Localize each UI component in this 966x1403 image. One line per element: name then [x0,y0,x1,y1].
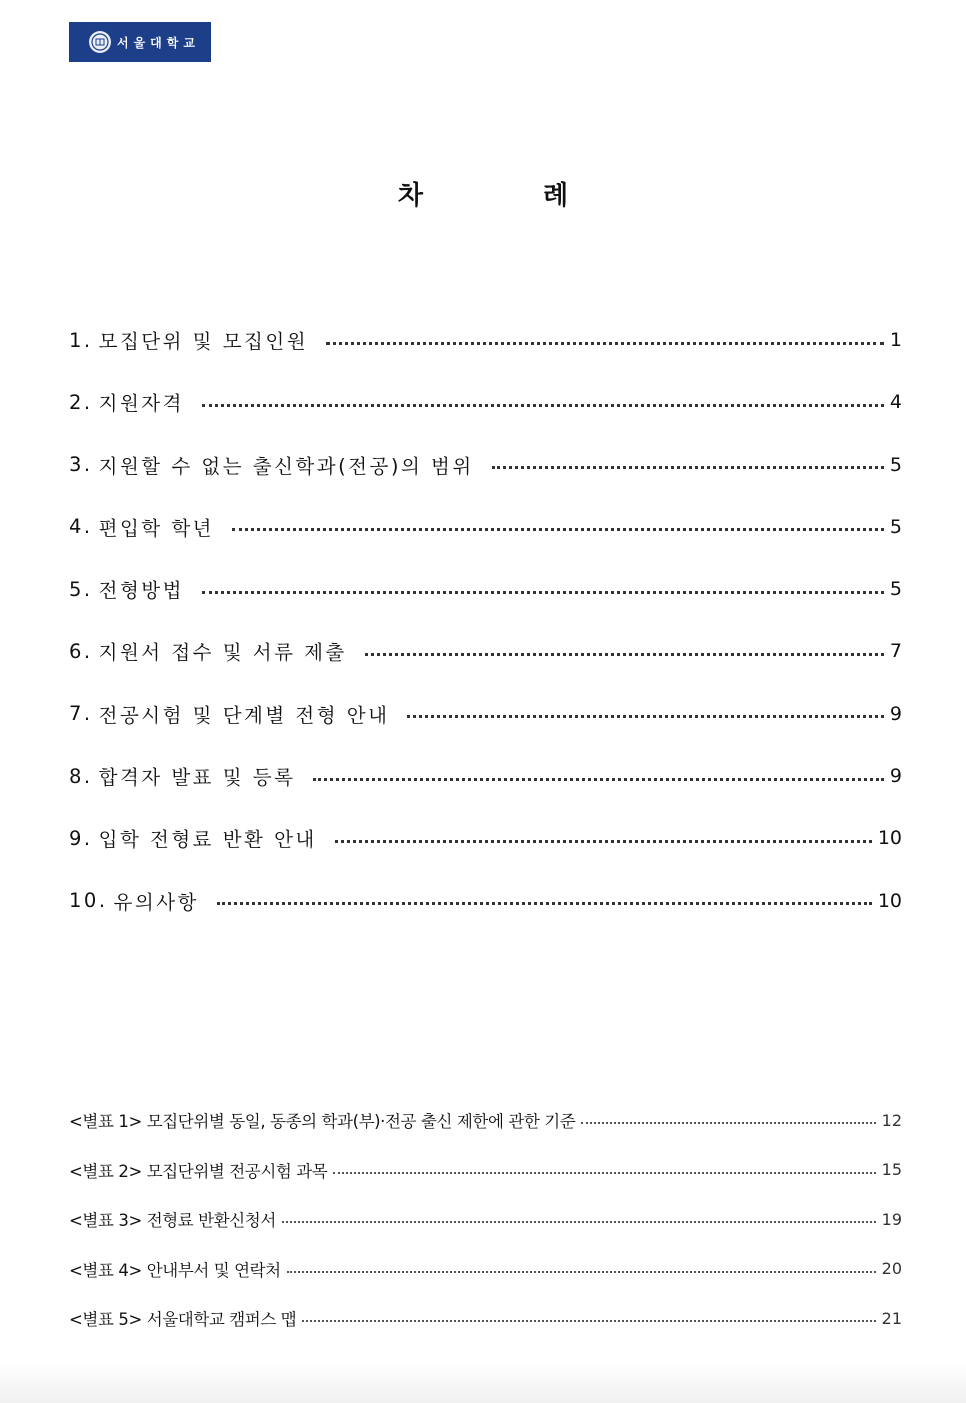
toc-item-label: 합격자 발표 및 등록 [98,766,296,790]
toc-leader-dots [326,340,884,345]
toc-leader-dots [492,464,884,469]
toc-item-number: 9. [69,826,93,850]
toc-leader-dots [202,589,884,594]
annex-item-label: <별표 3> 전형료 반환신청서 [69,1211,276,1231]
toc-item[interactable] [69,384,902,420]
toc-item-page: 4 [889,391,902,414]
annex-item[interactable] [69,1254,902,1284]
title-left-char: 차 [397,181,423,211]
toc-leader-dots [365,651,884,656]
toc-item-page: 5 [889,578,902,601]
toc-item-label: 전공시험 및 단계별 전형 안내 [98,703,390,727]
toc-item-label: 입학 전형료 반환 안내 [98,828,317,852]
toc-leader-dots [232,526,884,531]
logo-text: 서울대학교 [117,35,200,50]
toc-leader-dots [407,713,883,718]
toc-item[interactable] [69,696,902,732]
toc-item-number: 3. [69,453,93,477]
annex-item-page: 15 [881,1160,902,1180]
toc-item-label: 편입학 학년 [98,516,214,540]
toc-item-page: 5 [889,453,902,476]
toc-item[interactable] [69,633,902,669]
toc-item-page: 9 [889,702,902,725]
annex-item-label: <별표 2> 모집단위별 전공시험 과목 [69,1161,328,1181]
toc-item-label: 유의사항 [113,890,199,914]
annex-item-label: <별표 5> 서울대학교 캠퍼스 맵 [69,1310,297,1330]
annex-item-page: 19 [881,1209,902,1229]
toc-item-number: 8. [69,764,93,788]
title-right-char: 례 [543,181,569,211]
university-logo [69,22,211,62]
annex-item[interactable] [69,1303,902,1333]
toc-item[interactable] [69,447,902,483]
toc-item-page: 10 [877,827,902,850]
annex-leader-dots [333,1170,875,1174]
annex-item-page: 21 [881,1308,902,1328]
toc-item[interactable] [69,820,902,856]
toc-item-label: 모집단위 및 모집인원 [98,330,309,353]
toc-item-page: 10 [877,889,902,912]
toc-leader-dots [335,838,872,843]
toc-item-number: 10. [69,889,108,913]
toc-item-number: 2. [69,390,93,414]
toc-item-page: 7 [889,640,902,663]
annex-item[interactable] [69,1155,902,1185]
table-of-contents [69,322,902,945]
toc-leader-dots [217,900,872,905]
annex-leader-dots [287,1269,876,1273]
annex-item[interactable] [69,1204,902,1234]
toc-item-page: 9 [889,765,902,788]
annex-leader-dots [302,1318,875,1322]
page-title [0,175,966,212]
toc-item-number: 7. [69,702,93,726]
toc-item-page: 5 [889,515,902,538]
toc-item-number: 5. [69,577,93,601]
toc-leader-dots [313,776,884,781]
toc-item-label: 전형방법 [98,579,184,603]
toc-item-label: 지원자격 [98,392,184,416]
annex-leader-dots [282,1219,876,1223]
page-bottom-shade [0,1363,966,1403]
annex-item-label: <별표 4> 안내부서 및 연락처 [69,1260,281,1280]
toc-item-page: 1 [889,329,902,351]
toc-item[interactable] [69,758,902,794]
toc-item-number: 6. [69,639,93,663]
toc-item-label: 지원서 접수 및 서류 제출 [98,641,347,665]
annex-leader-dots [581,1120,875,1124]
annex-item-label: <별표 1> 모집단위별 동일, 동종의 학과(부)·전공 출신 제한에 관한 기준 [69,1112,576,1131]
annex-item[interactable] [69,1105,902,1135]
toc-item[interactable] [69,571,902,607]
toc-item[interactable] [69,322,902,358]
annex-item-page: 12 [881,1110,902,1130]
toc-item[interactable] [69,883,902,919]
toc-leader-dots [202,402,884,407]
annex-item-page: 20 [881,1259,902,1279]
toc-item-label: 지원할 수 없는 출신학과(전공)의 범위 [98,454,474,478]
university-emblem-icon [89,31,111,53]
annex-list [69,1105,902,1353]
toc-item[interactable] [69,509,902,545]
toc-item-number: 4. [69,515,93,539]
toc-item-number: 1. [69,328,93,352]
